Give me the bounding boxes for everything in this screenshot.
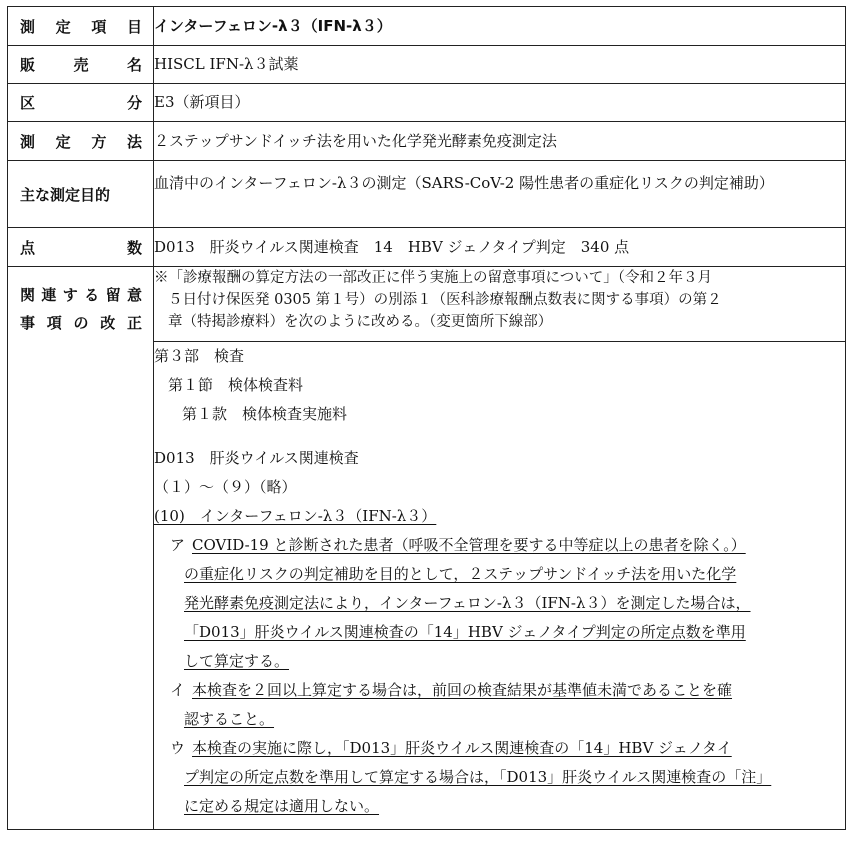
item-a-line4: 「D013」肝炎ウイルス関連検査の「14」HBV ジェノタイプ判定の所定点数を準用 [184,623,746,641]
revision-notice [154,267,846,342]
label-item-name [8,7,154,46]
label-method [8,122,154,161]
row-category [8,84,846,122]
part-heading: 第３部 検査 [154,347,245,365]
label-revision-line1: 関 連 す る 留 意 [20,286,142,304]
label-category-text: 区 分 [20,94,142,112]
label-purpose-text: 主な測定目的 [20,185,111,204]
item-i-line2: 認すること。 [184,710,275,728]
item-u-line1: 本検査の実施に際し，「D013」肝炎ウイルス関連検査の「14」HBV ジェノタイ [192,739,732,757]
value-method: ２ステップサンドイッチ法を用いた化学発光酵素免疫測定法 [154,122,846,161]
value-item-name: インターフェロン-λ３（IFN-λ３） [154,7,846,46]
row-item-name [8,7,846,46]
item-a-line1: COVID-19 と診断された患者（呼吸不全管理を要する中等症以上の患者を除く。） [192,536,746,554]
notice-line-2: ５日付け保医発 0305 第１号）の別添１（医科診療報酬点数表に関する事項）の第２ [168,292,722,308]
item-u [154,734,845,821]
item-i-mark: イ [170,681,186,699]
item-u-mark: ウ [170,739,186,757]
label-purpose [8,161,154,228]
row-method [8,122,846,161]
label-points-text: 点 数 [20,238,142,257]
label-revision-line2: 事 項 の 改 正 [20,314,142,332]
label-category [8,84,154,122]
revision-body [154,342,846,830]
value-points: D013 肝炎ウイルス関連検査 14 HBV ジェノタイプ判定 340 点 [154,228,846,267]
notice-line-1: ※「診療報酬の算定方法の一部改正に伴う実施上の留意事項について」（令和２年３月 [154,270,712,286]
label-item-name-text: 測 定 項 目 [20,17,142,36]
item-i-line1: 本検査を２回以上算定する場合は，前回の検査結果が基準値未満であることを確 [192,681,733,699]
d013-heading: D013 肝炎ウイルス関連検査 [154,449,359,467]
row-product [8,46,846,84]
item-a-line3: 発光酵素免疫測定法により，インターフェロン-λ３（IFN-λ３）を測定した場合は， [184,594,751,612]
value-product: HISCL IFN-λ３試薬 [154,46,846,84]
item-a-line2: の重症化リスクの判定補助を目的として，２ステップサンドイッチ法を用いた化学 [184,565,737,583]
item-a [154,531,845,676]
value-purpose: 血清中のインターフェロン-λ３の測定（SARS-CoV-2 陽性患者の重症化リスクの判定補助） [154,161,846,228]
label-points [8,228,154,267]
label-product-text: 販 売 名 [20,56,142,74]
item-10-heading: (10) インターフェロン-λ３（IFN-λ３） [154,507,437,525]
value-category: E3（新項目） [154,84,846,122]
document-table [7,6,846,830]
label-revision [8,267,154,830]
omitted-items: （１）～（９）（略） [154,478,297,496]
notice-line-3: 章（特掲診療料）を次のように改める。（変更箇所下線部） [168,314,553,330]
item-a-line5: して算定する。 [184,652,290,670]
item-i [154,676,845,734]
label-method-text: 測 定 方 法 [20,132,142,151]
row-points [8,228,846,267]
label-product [8,46,154,84]
row-purpose [8,161,846,228]
subsection-heading: 第１款 検体検査実施料 [182,405,348,423]
row-revision-notice [8,267,846,342]
item-a-mark: ア [170,536,186,554]
item-u-line3: に定める規定は適用しない。 [184,797,380,815]
item-u-line2: プ判定の所定点数を準用して算定する場合は，「D013」肝炎ウイルス関連検査の「注」 [184,768,772,786]
section-heading: 第１節 検体検査料 [168,376,304,394]
